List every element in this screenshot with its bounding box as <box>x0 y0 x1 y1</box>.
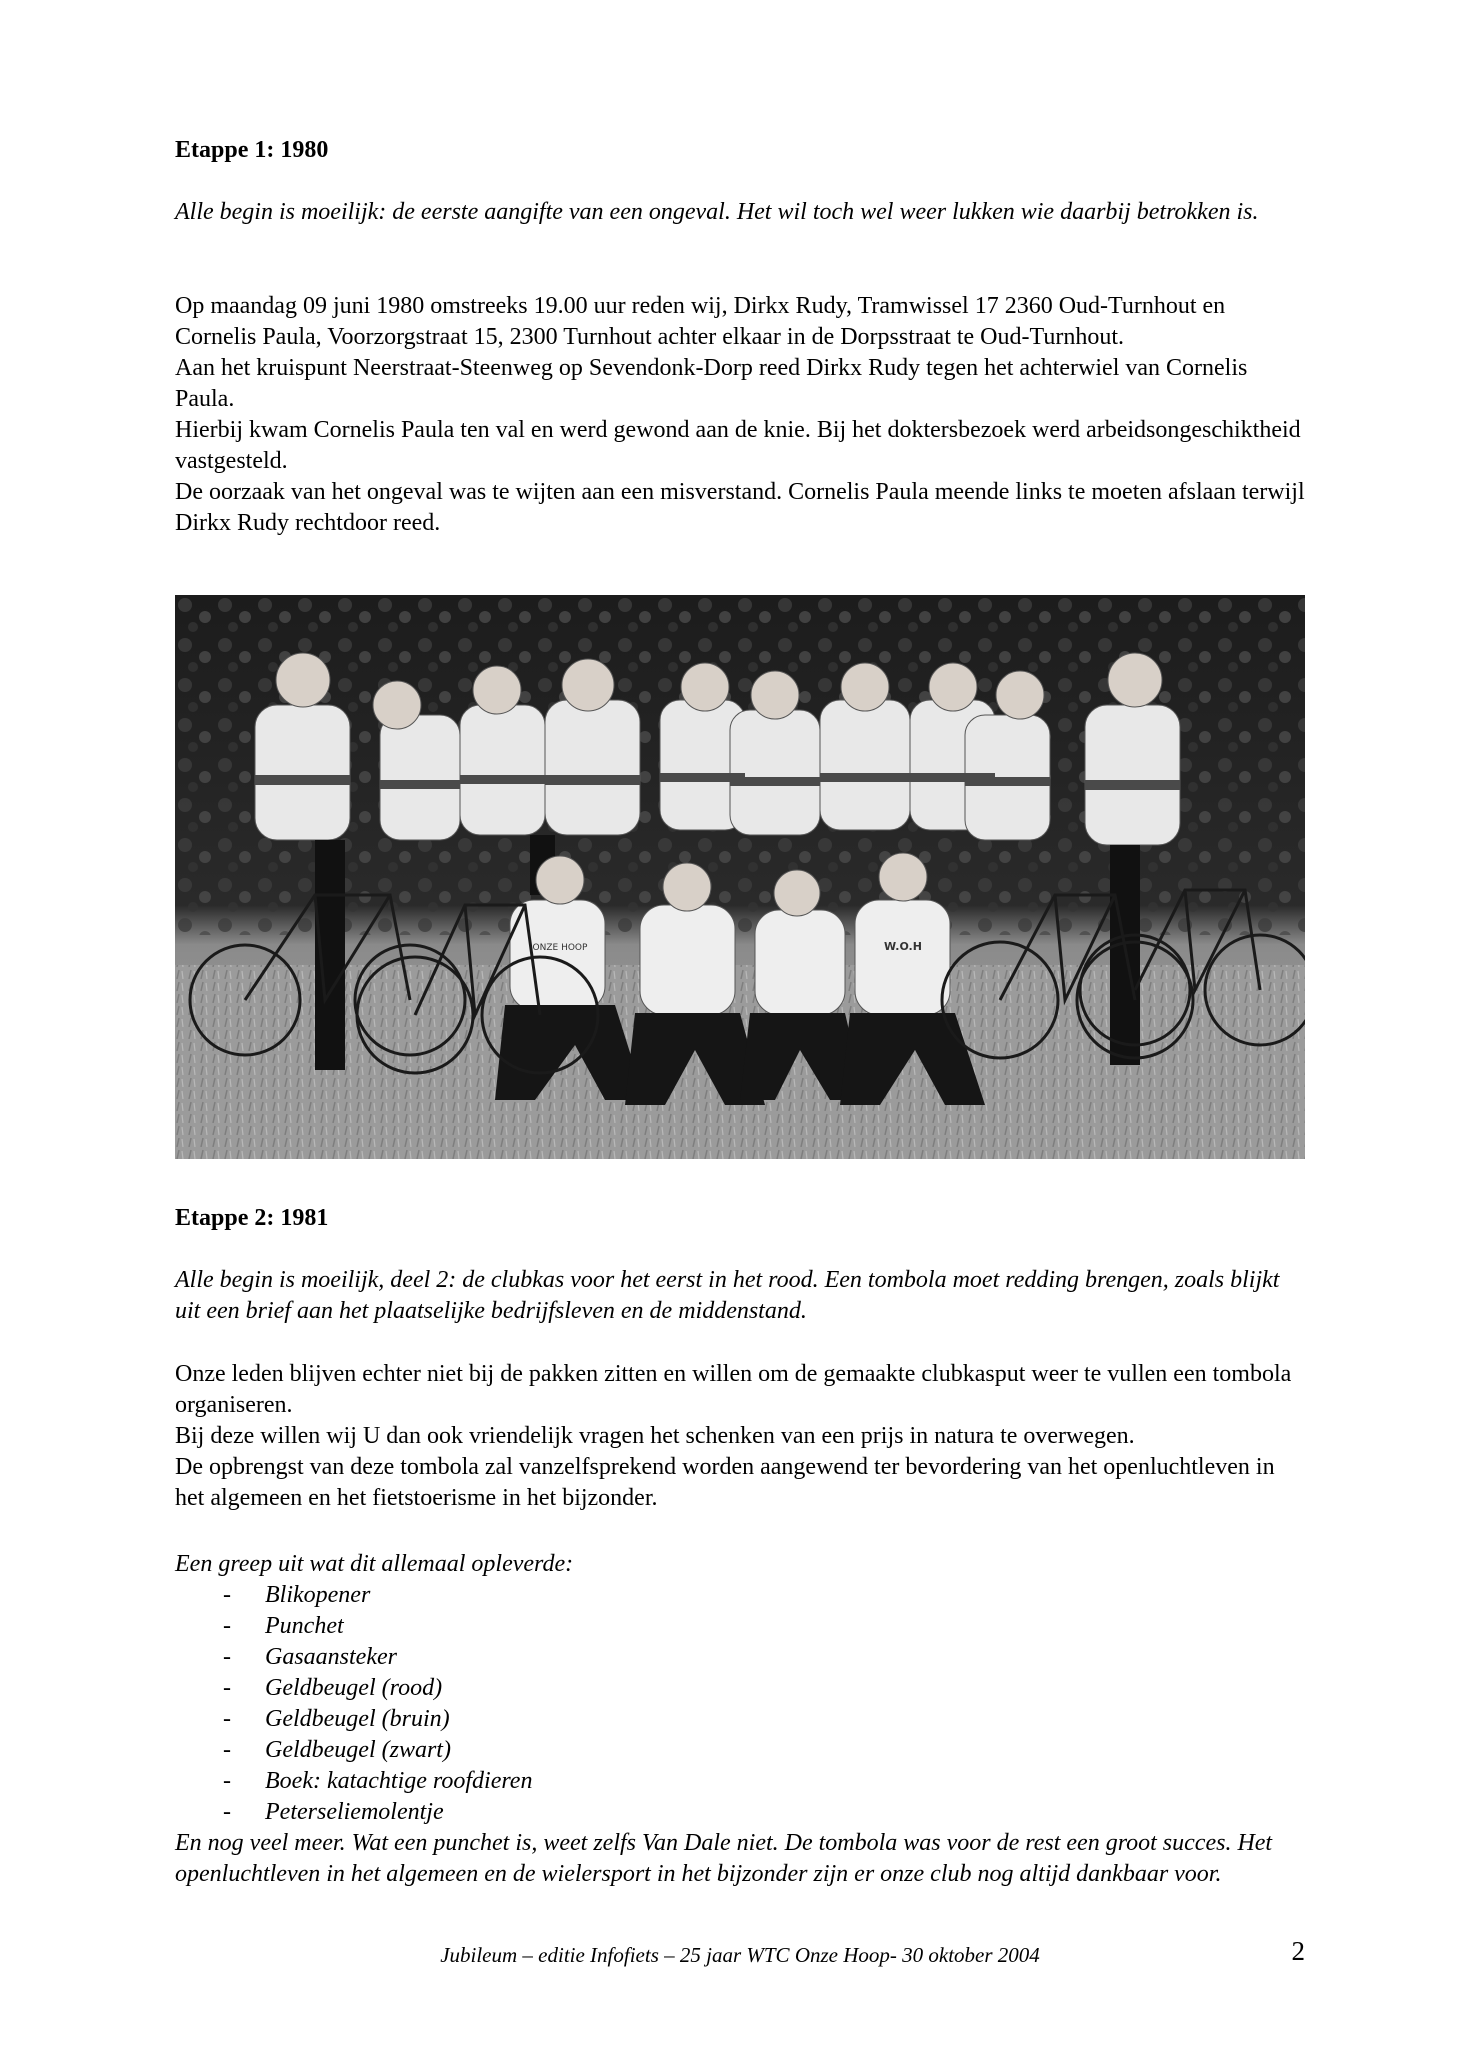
list-item: - Peterseliemolentje <box>175 1797 1305 1828</box>
stage2-paragraph-3: De opbrengst van deze tombola zal vanzelfsprekend worden aangewend ter bevordering van het openluchtleven in het algemeen en het fietstoerisme in het bijzonder. <box>175 1454 1275 1511</box>
jersey-lettering: ONZE HOOP <box>532 943 588 953</box>
stage1-paragraph-1: Op maandag 09 juni 1980 omstreeks 19.00 uur reden wij, Dirkx Rudy, Tramwissel 17 2360 Oud-Turnhout en Cornelis Paula, Voorzorgstraat 15, 2300 Turnhout achter elkaar in de Dorpsstraat te Oud-Turnhout. <box>175 293 1226 350</box>
stage2-paragraph-2: Bij deze willen wij U dan ook vriendelijk vragen het schenken van een prijs in natura te overwegen. <box>175 1423 1135 1449</box>
stage2-heading: Etappe 2: 1981 <box>175 1205 329 1231</box>
footer-text: Jubileum – editie Infofiets – 25 jaar WTC Onze Hoop- 30 oktober 2004 <box>440 1943 1040 1967</box>
stage1-paragraph-2: Aan het kruispunt Neerstraat-Steenweg op Sevendonk-Dorp reed Dirkx Rudy tegen het achterwiel van Cornelis Paula. <box>175 355 1248 412</box>
stage1-paragraph-4: De oorzaak van het ongeval was te wijten aan een misverstand. Cornelis Paula meende links te moeten afslaan terwijl Dirkx Rudy rechtdoor reed. <box>175 479 1305 536</box>
list-dash: - <box>223 1706 231 1732</box>
prize-list <box>175 1580 1305 1828</box>
list-dash: - <box>223 1737 231 1763</box>
club-group-photo <box>175 595 1305 1159</box>
list-item: - Geldbeugel (zwart) <box>175 1735 1305 1766</box>
stage2-intro: Alle begin is moeilijk, deel 2: de clubkas voor het eerst in het rood. Een tombola moet redding brengen, zoals blijkt uit een brief aan het plaatselijke bedrijfsleven en de middenstand. <box>175 1267 1280 1324</box>
stage1-heading: Etappe 1: 1980 <box>175 137 329 163</box>
list-item: - Blikopener <box>175 1580 1305 1611</box>
list-item: - Punchet <box>175 1611 1305 1642</box>
list-dash: - <box>223 1613 231 1639</box>
list-dash: - <box>223 1799 231 1825</box>
stage2-body <box>175 1359 1305 1514</box>
jersey-lettering-alt: W.O.H <box>884 940 922 953</box>
list-item: - Gasaansteker <box>175 1642 1305 1673</box>
stage1-paragraph-3: Hierbij kwam Cornelis Paula ten val en werd gewond aan de knie. Bij het doktersbezoek werd arbeidsongeschiktheid vastgesteld. <box>175 417 1301 474</box>
list-item: - Geldbeugel (rood) <box>175 1673 1305 1704</box>
stage2-paragraph-1: Onze leden blijven echter niet bij de pakken zitten en willen om de gemaakte clubkasput weer te vullen een tombola organiseren. <box>175 1361 1292 1418</box>
prize-list-intro: Een greep uit wat dit allemaal opleverde: <box>175 1551 574 1577</box>
list-item: - Boek: katachtige roofdieren <box>175 1766 1305 1797</box>
list-dash: - <box>223 1675 231 1701</box>
list-dash: - <box>223 1768 231 1794</box>
closing-paragraph: En nog veel meer. Wat een punchet is, weet zelfs Van Dale niet. De tombola was voor de rest een groot succes. Het openluchtleven in het algemeen en de wielersport in het bijzonder zijn er onze club nog altijd dankbaar voor. <box>175 1830 1273 1887</box>
stage1-body <box>175 291 1305 539</box>
list-item: - Geldbeugel (bruin) <box>175 1704 1305 1735</box>
list-dash: - <box>223 1582 231 1608</box>
prize-section <box>175 1549 1305 1890</box>
document-page <box>175 0 1305 2070</box>
list-dash: - <box>223 1644 231 1670</box>
stage1-intro: Alle begin is moeilijk: de eerste aangifte van een ongeval. Het wil toch wel weer lukken wie daarbij betrokken is. <box>175 199 1259 225</box>
page-number: 2 <box>1291 1936 1305 1966</box>
